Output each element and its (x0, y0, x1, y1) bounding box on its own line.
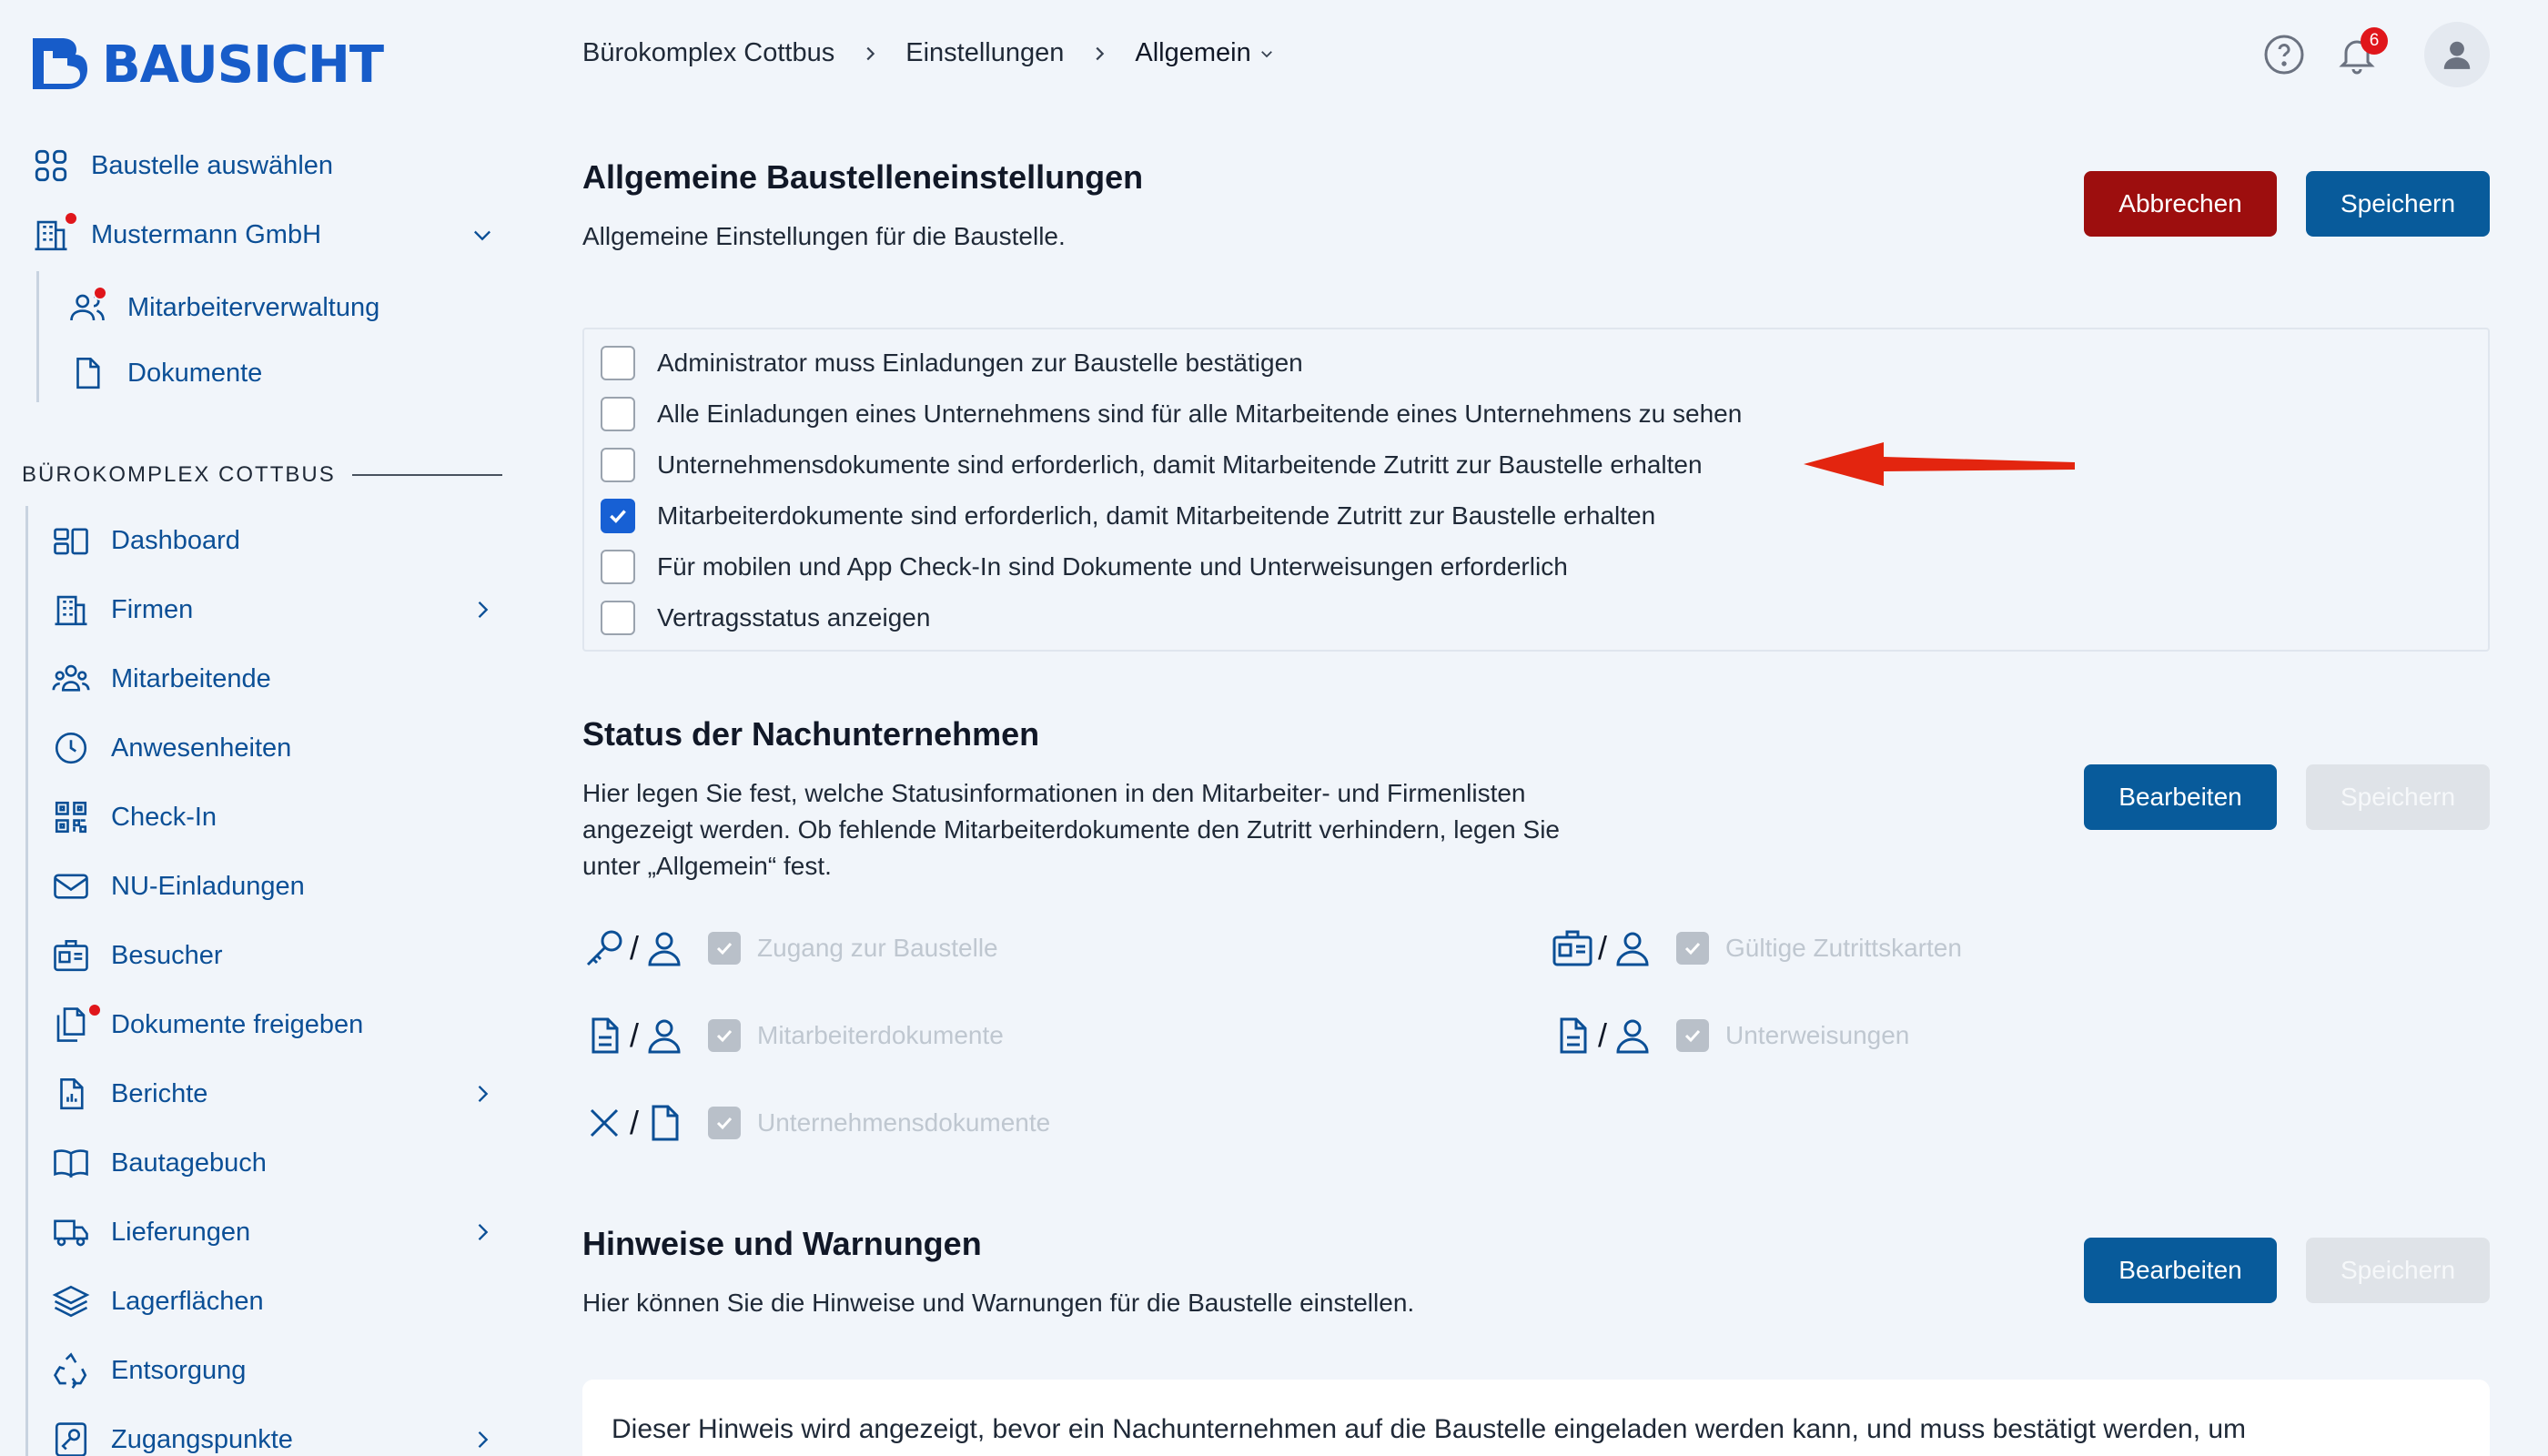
check-icon (1682, 1025, 1704, 1046)
notices-save-button[interactable]: Speichern (2306, 1238, 2490, 1303)
notification-dot (93, 286, 107, 300)
report-icon (51, 1074, 91, 1114)
user-icon (642, 926, 686, 970)
notices-title: Hinweise und Warnungen (582, 1225, 982, 1262)
description-line: Hier legen Sie fest, welche Statusinformationen in den Mitarbeiter- und Firmenlisten (582, 779, 1526, 807)
annotation-arrow-icon (1793, 428, 2084, 500)
checkbox[interactable] (601, 346, 635, 380)
status-item-label: Gültige Zutrittskarten (1725, 934, 1962, 962)
sidebar-item-dokumente-freigeben[interactable] (51, 1005, 495, 1045)
sidebar-item-mitarbeitende[interactable] (51, 659, 495, 699)
slash: / (630, 1016, 640, 1054)
subcontractor-status-title: Status der Nachunternehmen (582, 715, 1040, 753)
option-label: Unternehmensdokumente sind erforderlich, damit Mitarbeitende Zutritt zur Baustelle erhalten (657, 450, 1703, 479)
option-employee-documents-required[interactable] (601, 499, 1655, 533)
sidebar-item-besucher[interactable] (51, 935, 495, 976)
notification-badge: 6 (2361, 27, 2388, 55)
team-icon (51, 659, 91, 699)
option-label: Vertragsstatus anzeigen (657, 603, 931, 632)
user-icon (1611, 1014, 1654, 1057)
sidebar-item-label: Mustermann GmbH (91, 219, 322, 249)
divider (352, 474, 502, 476)
close-icon (582, 1101, 626, 1145)
sidebar-section-heading (22, 462, 502, 488)
book-icon (51, 1143, 91, 1183)
sidebar-item-label: Entsorgung (111, 1355, 247, 1385)
layers-icon (51, 1281, 91, 1321)
bausicht-logo-icon (27, 33, 87, 96)
tree-line (36, 271, 39, 402)
sidebar (0, 0, 519, 1456)
header-actions (2262, 22, 2490, 87)
sidebar-item-label: Dokumente freigeben (111, 1009, 364, 1039)
option-company-documents-required[interactable] (601, 448, 1703, 482)
checkbox[interactable] (601, 448, 635, 482)
option-admin-confirm[interactable] (601, 346, 1303, 380)
sidebar-item-label: Lagerflächen (111, 1286, 264, 1316)
sidebar-item-label: Firmen (111, 594, 194, 624)
document-icon (67, 353, 107, 393)
sidebar-item-dashboard[interactable] (51, 521, 495, 561)
chevron-right-icon (1089, 44, 1109, 64)
sidebar-item-label: Besucher (111, 940, 223, 970)
sidebar-item-firmen[interactable] (51, 590, 495, 630)
truck-icon (51, 1212, 91, 1252)
chevron-right-icon[interactable] (470, 1219, 495, 1245)
checkbox-disabled[interactable] (708, 1107, 741, 1139)
sidebar-item-berichte[interactable] (51, 1074, 495, 1114)
sidebar-item-label: NU-Einladungen (111, 871, 305, 901)
app-logo[interactable] (27, 33, 383, 96)
sidebar-item-lagerflaechen[interactable] (51, 1281, 495, 1321)
sidebar-item-lieferungen[interactable] (51, 1212, 495, 1252)
document-icon (1551, 1014, 1594, 1057)
section-title: BÜROKOMPLEX COTTBUS (22, 462, 336, 487)
save-button[interactable]: Speichern (2306, 171, 2490, 237)
sidebar-item-label: Baustelle auswählen (91, 150, 334, 180)
general-settings-panel (582, 328, 2490, 652)
description-line: unter „Allgemein“ fest. (582, 852, 832, 880)
sidebar-item-mustermann[interactable] (31, 215, 495, 255)
sidebar-item-zugangspunkte[interactable] (51, 1420, 495, 1456)
user-icon (1611, 926, 1654, 970)
status-item-label: Mitarbeiterdokumente (757, 1021, 1004, 1049)
breadcrumb (582, 38, 1275, 68)
sidebar-item-entsorgung[interactable] (51, 1350, 495, 1390)
check-icon (1682, 937, 1704, 959)
sidebar-item-label: Anwesenheiten (111, 733, 292, 763)
check-icon (713, 1112, 735, 1134)
user-icon (642, 1014, 686, 1057)
status-item-label: Unterweisungen (1725, 1021, 1910, 1049)
id-card-icon (1551, 926, 1594, 970)
sidebar-item-label: Check-In (111, 802, 217, 832)
sidebar-item-label: Bautagebuch (111, 1148, 267, 1178)
recycle-icon (51, 1350, 91, 1390)
status-item-label: Unternehmensdokumente (757, 1108, 1051, 1137)
slash: / (1598, 929, 1608, 966)
chevron-right-icon[interactable] (470, 1081, 495, 1107)
envelope-icon (51, 866, 91, 906)
document-icon (582, 1014, 626, 1057)
avatar[interactable] (2424, 22, 2490, 87)
slash: / (630, 929, 640, 966)
status-item-access-cards (1551, 926, 1962, 970)
description-line: angezeigt werden. Ob fehlende Mitarbeiterdokumente den Zutritt verhindern, legen Sie (582, 815, 1560, 844)
sidebar-item-dokumente[interactable] (67, 353, 477, 393)
sidebar-item-check-in[interactable] (51, 797, 495, 837)
checkbox-disabled[interactable] (708, 1019, 741, 1052)
notifications-button[interactable] (2335, 33, 2379, 76)
chevron-right-icon[interactable] (470, 1427, 495, 1452)
status-item-employee-documents (582, 1014, 1004, 1057)
chevron-right-icon[interactable] (470, 597, 495, 622)
clock-icon (51, 728, 91, 768)
document-icon (642, 1101, 686, 1145)
option-label: Mitarbeiterdokumente sind erforderlich, damit Mitarbeitende Zutritt zur Baustelle erhalten (657, 501, 1656, 530)
sidebar-item-label: Dashboard (111, 525, 240, 555)
users-icon (67, 288, 107, 328)
slash: / (630, 1104, 640, 1141)
checkbox-checked[interactable] (601, 499, 635, 533)
sidebar-item-anwesenheiten[interactable] (51, 728, 495, 768)
status-item-site-access (582, 926, 998, 970)
checkbox[interactable] (601, 397, 635, 431)
cancel-button[interactable]: Abbrechen (2084, 171, 2277, 237)
notification-dot (87, 1003, 102, 1017)
option-invitations-visible[interactable] (601, 397, 1742, 431)
option-show-contract-status[interactable] (601, 601, 930, 635)
building-icon (51, 590, 91, 630)
chevron-down-icon[interactable] (470, 222, 495, 248)
dashboard-icon (51, 521, 91, 561)
status-item-instructions (1551, 1014, 1909, 1057)
sidebar-item-baustelle-auswaehlen[interactable] (31, 146, 495, 186)
checkbox[interactable] (601, 601, 635, 635)
sidebar-item-label: Dokumente (127, 358, 263, 388)
sidebar-item-label: Lieferungen (111, 1217, 251, 1247)
status-save-button[interactable]: Speichern (2306, 764, 2490, 830)
notices-description: Hier können Sie die Hinweise und Warnungen für die Baustelle einstellen. (582, 1289, 1415, 1317)
grid-icon (31, 146, 71, 186)
key-icon (582, 926, 626, 970)
sidebar-item-label: Berichte (111, 1078, 208, 1108)
notices-edit-button[interactable]: Bearbeiten (2084, 1238, 2277, 1303)
key-door-icon (51, 1420, 91, 1456)
qr-code-icon (51, 797, 91, 837)
slash: / (1598, 1016, 1608, 1054)
breadcrumb-current[interactable]: Allgemein (1135, 38, 1251, 67)
chevron-down-icon[interactable] (1259, 46, 1275, 62)
breadcrumb-item[interactable]: Einstellungen (905, 38, 1065, 67)
status-item-label: Zugang zur Baustelle (757, 934, 998, 962)
checkbox-disabled[interactable] (708, 932, 741, 965)
option-label: Administrator muss Einladungen zur Baustelle bestätigen (657, 349, 1303, 377)
id-badge-icon (51, 935, 91, 976)
checkbox[interactable] (601, 550, 635, 584)
sidebar-item-mitarbeiterverwaltung[interactable] (67, 288, 477, 328)
notice-text: Dieser Hinweis wird angezeigt, bevor ein Nachunternehmen auf die Baustelle eingeladen werden kann, und muss bestätigt werden, um (612, 1414, 2247, 1444)
option-mobile-checkin-documents[interactable] (601, 550, 1568, 584)
user-icon (2440, 37, 2474, 72)
breadcrumb-item[interactable]: Bürokomplex Cottbus (582, 38, 835, 67)
building-icon (31, 215, 71, 255)
subcontractor-status-description (582, 775, 1560, 885)
check-icon (713, 1025, 735, 1046)
sidebar-item-label: Mitarbeitende (111, 663, 271, 693)
checkbox-disabled[interactable] (1676, 1019, 1709, 1052)
check-icon (606, 504, 630, 528)
chevron-right-icon (860, 44, 880, 64)
check-icon (713, 937, 735, 959)
sidebar-item-nu-einladungen[interactable] (51, 866, 495, 906)
help-icon[interactable] (2262, 33, 2306, 76)
status-item-company-documents (582, 1101, 1050, 1145)
sidebar-item-label: Mitarbeiterverwaltung (127, 292, 380, 322)
sidebar-item-label: Zugangspunkte (111, 1424, 293, 1454)
general-settings-description: Allgemeine Einstellungen für die Baustelle. (582, 222, 1066, 250)
app-name: BAUSICHT (102, 35, 384, 95)
general-settings-title: Allgemeine Baustelleneinstellungen (582, 158, 1144, 196)
option-label: Alle Einladungen eines Unternehmens sind für alle Mitarbeitende eines Unternehmens zu sehen (657, 399, 1743, 428)
checkbox-disabled[interactable] (1676, 932, 1709, 965)
sidebar-item-bautagebuch[interactable] (51, 1143, 495, 1183)
notice-card (582, 1380, 2490, 1456)
status-edit-button[interactable]: Bearbeiten (2084, 764, 2277, 830)
tree-line (25, 506, 28, 1456)
option-label: Für mobilen und App Check-In sind Dokumente und Unterweisungen erforderlich (657, 552, 1568, 581)
documents-icon (51, 1005, 91, 1045)
notification-dot (64, 211, 78, 226)
